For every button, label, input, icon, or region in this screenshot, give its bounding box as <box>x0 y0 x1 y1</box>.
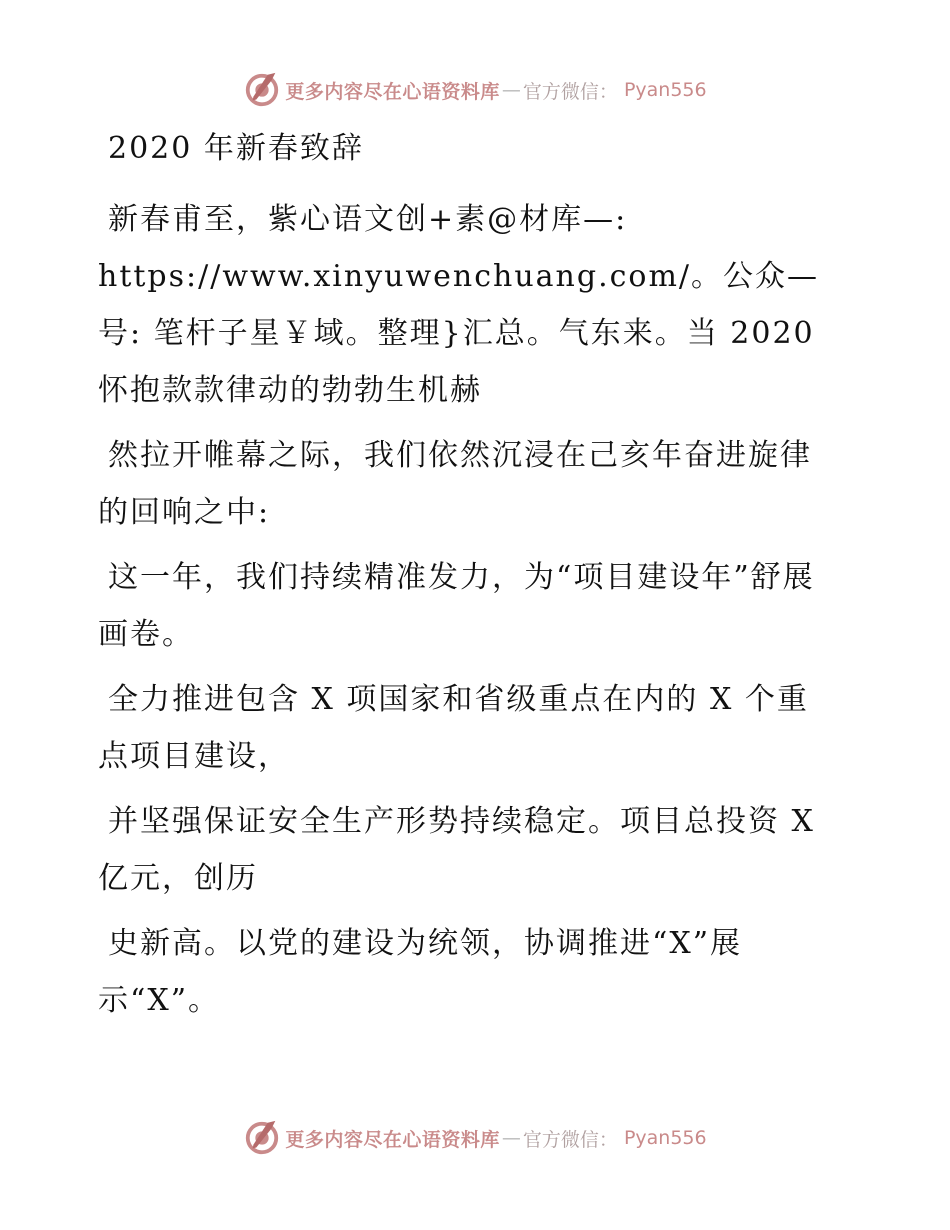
watermark-wechat-id: Pyan556 <box>623 79 707 101</box>
watermark-official-label: 官方微信： <box>522 80 618 103</box>
watermark-site-text: 更多内容尽在心语资料库 <box>285 1128 500 1151</box>
document-title: 2020 年新春致辞 <box>108 131 364 166</box>
paragraph-3: 这一年，我们持续精准发力，为“项目建设年”舒展画卷。 <box>98 560 815 652</box>
paragraph-4: 全力推进包含 X 项国家和省级重点在内的 X 个重点项目建设， <box>98 682 809 774</box>
document-body <box>98 120 838 1037</box>
paragraph-2: 然拉开帷幕之际，我们依然沉浸在己亥年奋进旋律的回响之中: <box>98 438 812 530</box>
paragraph-5: 并坚强保证安全生产形势持续稳定。项目总投资 X 亿元，创历 <box>98 804 815 896</box>
watermark-official-label: 官方微信： <box>522 1128 618 1151</box>
paragraph-1: 新春甫至，紫心语文创+素@材库—: https://www.xinyuwenchuang.com/。公众—号: 笔杆子星￥域。整理}汇总。气东来。当 2020 怀抱款款律动的勃勃生机赫 <box>98 202 820 408</box>
paragraph-6: 史新高。以党的建设为统领，协调推进“X”展示“X”。 <box>98 926 743 1018</box>
watermark-dash: — <box>501 79 521 101</box>
quill-seal-icon <box>243 1119 281 1157</box>
watermark-dash: — <box>501 1127 521 1149</box>
watermark-banner-bottom <box>0 1118 950 1158</box>
watermark-wechat-id: Pyan556 <box>623 1127 707 1149</box>
quill-seal-icon <box>243 71 281 109</box>
watermark-banner-top <box>0 70 950 110</box>
watermark-site-text: 更多内容尽在心语资料库 <box>285 80 500 103</box>
